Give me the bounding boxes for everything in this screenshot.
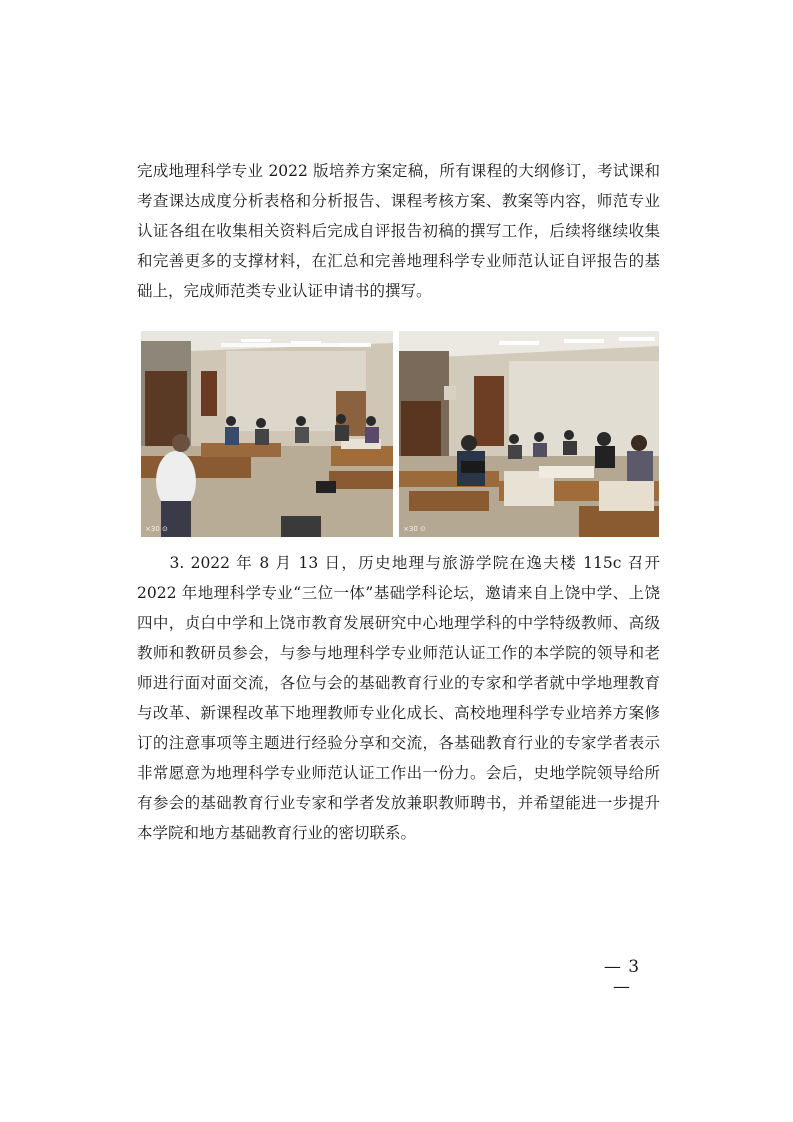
meeting-photo-right	[399, 331, 659, 537]
body-paragraph-2: 3. 2022 年 8 月 13 日，历史地理与旅游学院在逸夫楼 115c 召开 2022 年地理科学专业“三位一体”基础学科论坛，邀请来自上饶中学、上饶四中，贞白中学和上饶市教育发展研究中心地理学科的中学特级教师、高级教师和教研员参会，与参与地理科学专业师范认证工作的本学院的领导和老师进行面对面交流，各位与会的基础教育行业的专家和学者就中学地理教育与改革、新课程改革下地理教师专业化成长、高校地理科学专业培养方案修订的注意事项等主题进行经验分享和交流，各基础教育行业的专家学者表示非常愿意为地理科学专业师范认证工作出一份力。会后，史地学院领导给所有参会的基础教育行业专家和学者发放兼职教师聘书，并希望能进一步提升本学院和地方基础教育行业的密切联系。	[137, 554, 660, 842]
meeting-photo-left	[141, 331, 393, 537]
photo-watermark: ×30 ⊙	[145, 525, 168, 533]
page-number: — 3 —	[603, 957, 641, 997]
body-paragraph-1: 完成地理科学专业 2022 版培养方案定稿，所有课程的大纲修订，考试课和考查课达成度分析表格和分析报告、课程考核方案、教案等内容，师范专业认证各组在收集相关资料后完成自评报告初稿的撰写工作，后续将继续收集和完善更多的支撑材料，在汇总和完善地理科学专业师范认证自评报告的基础上，完成师范类专业认证申请书的撰写。	[137, 162, 660, 300]
photo-watermark: ×30 ⊙	[403, 525, 426, 533]
